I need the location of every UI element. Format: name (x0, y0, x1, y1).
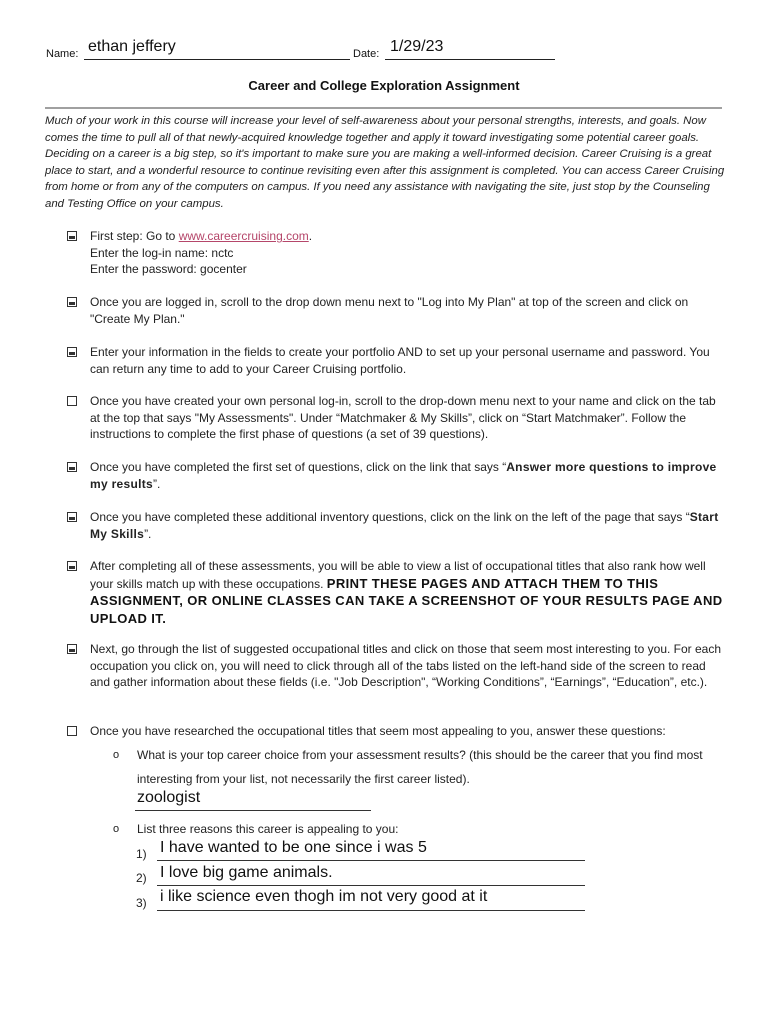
step-6 (67, 509, 727, 542)
sub-bullet-icon: o (113, 749, 120, 761)
step-1-prefix: First step: Go to (90, 229, 179, 243)
step-3-text: Enter your information in the fields to create your portfolio AND to set up your personal username and password. You can return any time to add to your Career Cruising portfolio. (90, 345, 710, 376)
step-4 (67, 393, 727, 443)
date-field[interactable]: 1/29/23 (390, 38, 444, 55)
login-name-text: Enter the log-in name: nctc (90, 245, 234, 260)
step-7-text (90, 558, 727, 627)
careercruising-link[interactable]: www.careercruising.com (178, 229, 309, 243)
step-4-text: Once you have created your own personal log-in, scroll to the drop-down menu next to your name and click on the tab at the top that says "My Assessments". Under “Matchmaker & My Skills”, click on “Start Matchmaker”. Follow the instructions to complete the first phase of questions (a set of 39 questions). (90, 394, 716, 441)
step-5-bold: Answer more questions to improve my results (90, 460, 717, 491)
step-5-text (90, 459, 727, 492)
filled-checkbox-icon (67, 347, 77, 357)
date-label: Date: (353, 48, 380, 60)
step-8 (67, 641, 727, 691)
step-1-line-1 (90, 228, 727, 245)
reason-3-underline (157, 910, 585, 911)
step-5-suffix: ”. (153, 476, 161, 491)
step-3 (67, 344, 727, 377)
filled-checkbox-icon (67, 297, 77, 307)
reason-2-field[interactable]: I love big game animals. (160, 864, 333, 881)
filled-checkbox-icon (67, 644, 77, 654)
name-field[interactable]: ethan jeffery (88, 38, 176, 55)
reason-2-underline (157, 885, 585, 886)
step-2-text: Once you are logged in, scroll to the drop down menu next to "Log into My Plan" at top of the screen and click on "Create My Plan." (90, 295, 689, 326)
step-8-text: Next, go through the list of suggested occupational titles and click on those that seem most interesting to you. For each occupation you click on, you will need to click through all of the tabs listed on the left-hand side of the screen to read and gather information about these fields (i.e. "Job Description", “Working Conditions”, “Earnings”, “Education”, etc.). (90, 642, 722, 689)
reason-1-number: 1) (136, 847, 147, 861)
step-7 (67, 558, 727, 627)
step-9 (67, 723, 727, 740)
step-2 (67, 294, 727, 327)
step-6-suffix: ”. (144, 526, 152, 541)
filled-checkbox-icon (67, 231, 77, 241)
step-9-text: Once you have researched the occupational titles that seem most appealing to you, answer these questions: (90, 724, 666, 738)
question-1-text: What is your top career choice from your assessment results? (this should be the career that you find most interesting from your list, not necessarily the first career listed). (137, 748, 703, 786)
step-6-bold: Start My Skills (90, 510, 719, 541)
reason-1-field[interactable]: I have wanted to be one since i was 5 (160, 839, 427, 856)
career-answer-underline (135, 810, 371, 811)
intro-paragraph: Much of your work in this course will increase your level of self-awareness about your personal strengths, interests, and goals. Now comes the time to pull all of that newly-acquired knowledge together and apply it toward investigating some potential career goals. Deciding on a career is a big step, so it's important to make sure you are making a well-informed decision. Career Cruising is a great place to start, and a wonderful resource to continue revisiting even after this assignment is completed. You can access Career Cruising from home or from any of the computers on campus. If you need any assistance with navigating the site, just stop by the Counseling and Testing Office on your campus. (45, 115, 725, 210)
title-divider (45, 107, 722, 109)
reason-1-underline (157, 860, 585, 861)
page-title: Career and College Exploration Assignment (248, 78, 520, 93)
step-5 (67, 459, 727, 492)
name-underline (84, 59, 350, 60)
empty-checkbox-icon (67, 726, 77, 736)
password-text: Enter the password: gocenter (90, 262, 247, 276)
question-2-text: List three reasons this career is appealing to you: (137, 822, 399, 836)
name-label: Name: (46, 48, 79, 60)
step-1-suffix: . (308, 229, 313, 243)
step-5-prefix: Once you have completed the first set of questions, click on the link that says “ (90, 460, 507, 474)
reason-3-field[interactable]: i like science even thogh im not very good at it (160, 888, 488, 905)
reason-2-number: 2) (136, 871, 147, 885)
empty-checkbox-icon (67, 396, 77, 406)
sub-bullet-icon: o (113, 823, 120, 835)
step-1 (67, 228, 727, 278)
career-answer-field[interactable]: zoologist (137, 789, 201, 806)
filled-checkbox-icon (67, 462, 77, 472)
date-underline (385, 59, 555, 60)
filled-checkbox-icon (67, 512, 77, 522)
question-2 (113, 817, 733, 841)
reason-3-number: 3) (136, 896, 147, 910)
question-1 (113, 743, 733, 791)
step-6-text (90, 509, 727, 542)
step-6-prefix: Once you have completed these additional inventory questions, click on the link on the left of the page that says “ (90, 510, 690, 524)
step-7-caps: PRINT THESE PAGES AND ATTACH THEM TO THIS ASSIGNMENT, OR ONLINE CLASSES CAN TAKE A SCREENSHOT OF YOUR RESULTS PAGE AND UPLOAD IT. (90, 575, 723, 626)
step-7-body: After completing all of these assessments, you will be able to view a list of occupational titles that also rank how well your skills match up with these occupations. (90, 559, 706, 591)
filled-checkbox-icon (67, 561, 77, 571)
